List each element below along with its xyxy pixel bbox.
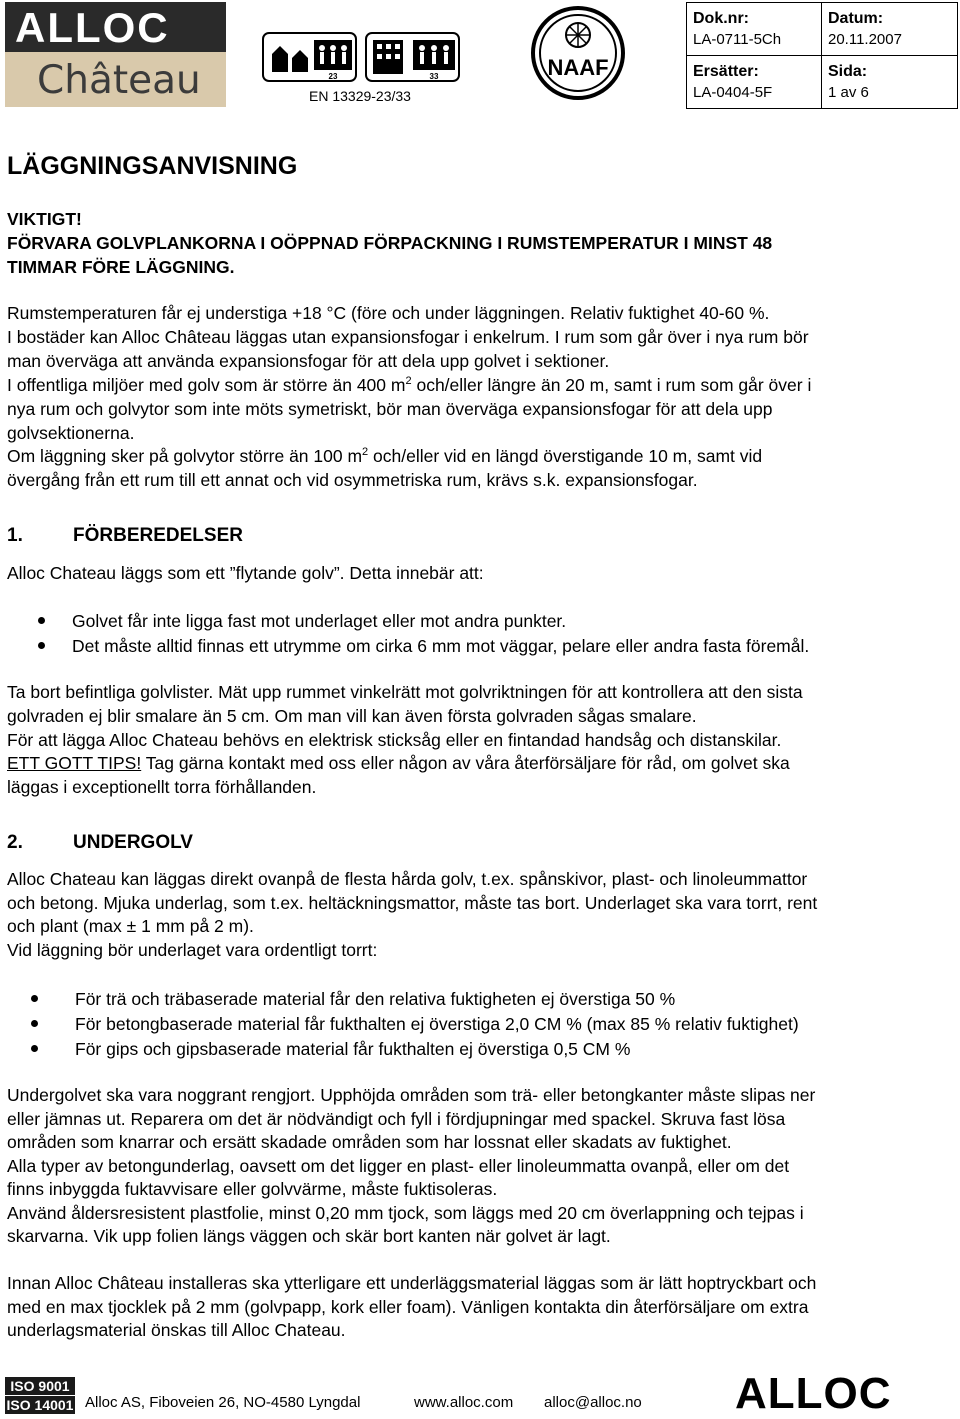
logo-product: Château [37,58,201,103]
section-1-text: golvraden ej blir smalare än 5 cm. Om man vill kan även första golvraden sågas smalare. [7,706,697,726]
section-1-text: Ta bort befintliga golvlister. Mät upp rummet vinkelrätt mot golvriktningen för att kontrollera att den sista [7,682,803,702]
list-item: Det måste alltid finnas ett utrymme om cirka 6 mm mot väggar, pelare eller andra fasta föremål. [72,636,810,656]
section-2-number: 2. [7,832,23,853]
footer-alloc-logo: ALLOC [735,1369,892,1418]
intro-line: övergång från ett rum till ett annat och vid osymmetriska rum, krävs s.k. expansionsfogar. [7,470,698,490]
intro-line: nya rum och golvytor som inte möts symetriskt, bör man överväga expansionsfogar för att dela upp [7,399,773,419]
bullet-icon [31,1045,38,1052]
naaf-text: NAAF [547,55,609,80]
bullet-icon [38,642,45,649]
intro-line: golvsektionerna. [7,423,135,443]
office-class-33-icon [365,32,460,82]
section-1-text: För att lägga Alloc Chateau behövs en elektrisk sticksåg eller en fintandad handsåg och distanskilar. [7,730,782,750]
date-value: 20.11.2007 [828,31,902,48]
section-1-text: ETT GOTT TIPS! Tag gärna kontakt med oss eller någon av våra återförsäljare för råd, om golvet ska [7,753,790,773]
list-item: För betongbaserade material får fukthalten ej överstiga 2,0 CM % (max 85 % relativ fuktighet) [75,1014,799,1034]
intro-line: man överväga att använda expansionsfogar för att dela upp golvet i sektioner. [7,351,610,371]
section-1-lead: Alloc Chateau läggs som ett ”flytande golv”. Detta innebär att: [7,563,484,583]
cert-number-23: 23 [328,72,338,81]
replaces-value: LA-0404-5F [693,84,773,101]
house-class-23-icon [262,32,357,82]
replaces-label: Ersätter: [693,63,759,80]
section-2-text: finns inbyggda fuktavvisare eller golvvärme, måste fuktisoleras. [7,1179,498,1199]
list-item: För gips och gipsbaserade material får fukthalten ej överstiga 0,5 CM % [75,1039,631,1059]
logo-brand: ALLOC [15,4,170,51]
section-1-number: 1. [7,525,23,546]
footer-address: Alloc AS, Fiboveien 26, NO-4580 Lyngdal [85,1394,361,1411]
alloc-chateau-logo [5,2,226,107]
section-2-text: områden som knarrar och ersätt skadade områden som har lossnat eller skadats av fuktighet. [7,1132,732,1152]
section-2-text: eller jämnas ut. Reparera om det är nödvändigt och fyll i fördjupningar med spackel. Skruva fast lösa [7,1109,786,1129]
bullet-icon [31,1020,38,1027]
document-info-table [686,2,958,109]
tip-link[interactable]: ETT GOTT TIPS! [7,753,142,773]
section-2-text: Undergolvet ska vara noggrant rengjort. Upphöjda områden som trä- eller betongkanter måste slipas ner [7,1085,816,1105]
naaf-logo [530,5,626,101]
intro-line: I bostäder kan Alloc Château läggas utan expansionsfogar i enkelrum. I rum som går över i nya rum bör [7,327,809,347]
footer-email-link[interactable]: alloc@alloc.no [544,1394,642,1411]
iso-9001-badge: ISO 9001 [5,1377,75,1395]
intro-line: Om läggning sker på golvytor större än 100 $m^2$ och/eller vid en längd överstigande 10 m, samt vid [7,446,763,466]
section-2-text: underlagsmaterial önskas till Alloc Chateau. [7,1320,346,1340]
list-item: För trä och träbaserade material får den relativa fuktigheten ej överstiga 50 % [75,989,676,1009]
warning-line-1: FÖRVARA GOLVPLANKORNA I OÖPPNAD FÖRPACKNING I RUMSTEMPERATUR I MINST 48 [7,233,773,253]
en-standard: EN 13329-23/33 [309,88,411,104]
section-2-text: Alloc Chateau kan läggas direkt ovanpå de flesta hårda golv, t.ex. spånskivor, plast- och linoleummattor [7,869,808,889]
bullet-icon [38,617,45,624]
page-value: 1 av 6 [828,84,869,101]
page-title: LÄGGNINGSANVISNING [7,152,298,180]
iso-14001-badge: ISO 14001 [6,1397,74,1413]
intro-line: I offentliga miljöer med golv som är större än 400 $m^2$ och/eller längre än 20 m, samt i rum som går över i [7,375,812,395]
section-2-text: Alla typer av betongunderlag, oavsett om det ligger en plast- eller linoleummatta ovanpå, eller om det [7,1156,790,1176]
intro-line: Rumstemperaturen får ej understiga +18 °C (före och under läggningen. Relativ fuktighet 40-60 %. [7,303,770,323]
section-2-text: Innan Alloc Château installeras ska ytterligare ett underläggsmaterial läggas som är lätt hoptryckbart och [7,1273,817,1293]
bullet-icon [31,995,38,1002]
section-2-text: Använd åldersresistent plastfolie, minst 0,20 mm tjock, som läggs med 20 cm överlappning och tejpas i [7,1203,804,1223]
section-2-text: med en max tjocklek på 2 mm (golvpapp, kork eller foam). Vänligen kontakta din återförsäljare om extra [7,1297,809,1317]
page-label: Sida: [828,63,868,80]
section-2-text: och betong. Mjuka underlag, som t.ex. heltäckningsmattor, måste tas bort. Underlaget ska vara torrt, rent [7,893,818,913]
doc-no-value: LA-0711-5Ch [693,31,782,48]
footer-web-link[interactable]: www.alloc.com [414,1394,514,1411]
section-1-title: FÖRBEREDELSER [73,525,243,546]
section-2-text: skarvarna. Vik upp folien längs väggen och skär bort kanten när golvet är lagt. [7,1226,611,1246]
warning-label: VIKTIGT! [7,209,82,229]
section-2-title: UNDERGOLV [73,832,193,853]
warning-line-2: TIMMAR FÖRE LÄGGNING. [7,257,235,277]
date-label: Datum: [828,10,884,27]
section-1-text: läggas i exceptionellt torra förhållanden. [7,777,317,797]
doc-no-label: Dok.nr: [693,10,749,27]
section-2-text: och plant (max ± 1 mm på 2 m). [7,916,254,936]
cert-number-33: 33 [429,72,439,81]
section-2-text: Vid läggning bör underlaget vara ordentligt torrt: [7,940,378,960]
list-item: Golvet får inte ligga fast mot underlaget eller mot andra punkter. [72,611,567,631]
